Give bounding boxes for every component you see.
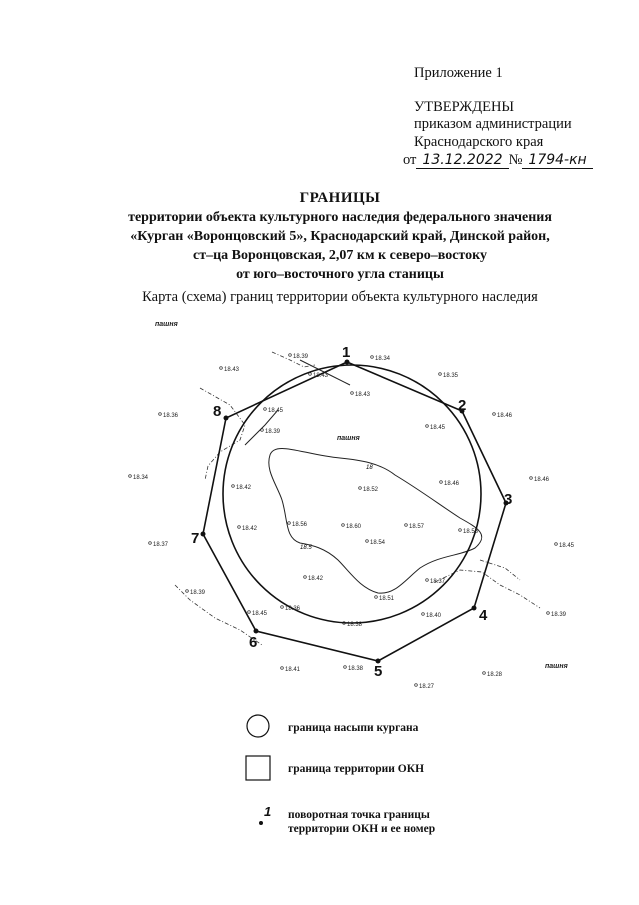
title-line-1: территории объекта культурного наследия федерального значения	[128, 210, 552, 225]
elevation-label: 18.45	[268, 408, 284, 414]
legend-point-label-2: территории ОКН и ее номер	[288, 823, 436, 835]
boundary-point-number: 2	[458, 397, 467, 414]
legend-territory-label: граница территории ОКН	[288, 763, 425, 775]
boundary-point-number: 4	[479, 607, 488, 624]
elevation-label: 18.39	[190, 590, 206, 596]
elevation-dot	[238, 526, 241, 529]
elevation-label: 18.51	[379, 596, 395, 602]
elevation-dot	[483, 672, 486, 675]
elevation-dot	[232, 485, 235, 488]
elevation-dot	[371, 356, 374, 359]
elevation-label: 18.46	[497, 413, 513, 419]
elevation-dot	[555, 543, 558, 546]
land-use-label: пашня	[155, 321, 178, 328]
elevation-dot	[375, 596, 378, 599]
elevation-dot	[459, 529, 462, 532]
elevation-dot	[186, 590, 189, 593]
elevation-label: 18.39	[265, 429, 281, 435]
contour-line-18	[269, 448, 482, 593]
elevation-dot	[493, 413, 496, 416]
boundary-point-number: 7	[191, 530, 200, 547]
elevation-label: 18.36	[163, 413, 179, 419]
elevation-dot	[426, 579, 429, 582]
elevation-dot	[439, 373, 442, 376]
elevation-label: 18.36	[285, 606, 301, 612]
boundary-map	[0, 310, 639, 710]
elevation-label: 18.37	[430, 579, 446, 585]
date-prefix: от	[403, 152, 417, 168]
legend-symbols	[240, 712, 280, 832]
elevation-label: 18.38	[348, 666, 364, 672]
elevation-label: 18.37	[153, 542, 169, 548]
elevation-label: 18.45	[252, 611, 268, 617]
document-title	[60, 189, 620, 284]
elevation-label: 18.46	[534, 477, 550, 483]
land-use-label: пашня	[337, 435, 360, 442]
elevation-dot	[264, 408, 267, 411]
elevation-dot	[248, 611, 251, 614]
boundary-point-number: 3	[504, 491, 513, 508]
legend-point-label-1: поворотная точка границы	[288, 809, 430, 821]
elevation-label: 18.39	[293, 354, 309, 360]
approval-date-line	[403, 151, 593, 169]
elevation-label: 18.60	[346, 524, 362, 530]
title-line-3: ст–ца Воронцовская, 2,07 км к северо–востоку	[192, 248, 487, 263]
elevation-label: 18.38	[347, 622, 363, 628]
elevation-dot	[426, 425, 429, 428]
elevation-dot	[359, 487, 362, 490]
elevation-label: 18.57	[409, 524, 425, 530]
elevation-dot	[149, 542, 152, 545]
elevation-label: 18.45	[559, 543, 575, 549]
elevation-dot	[547, 612, 550, 615]
elevation-label: 18.40	[426, 613, 442, 619]
contour-label: 18.5	[300, 545, 312, 551]
elevation-dot	[351, 392, 354, 395]
title-line-2: «Курган «Воронцовский 5», Краснодарский край, Динской район,	[130, 229, 550, 244]
elevation-dot	[281, 606, 284, 609]
field-border-line	[435, 570, 540, 608]
elevation-dot	[440, 481, 443, 484]
elevation-dot	[304, 576, 307, 579]
appendix-label: Приложение 1	[414, 65, 503, 81]
elevation-label: 18.46	[444, 481, 460, 487]
elevation-label: 18.52	[363, 487, 379, 493]
boundary-point-number: 1	[342, 344, 351, 361]
elevation-label: 18.35	[443, 373, 459, 379]
legend-circle-symbol	[247, 715, 269, 737]
boundary-point-number: 5	[374, 663, 383, 680]
elevation-dot	[415, 684, 418, 687]
elevation-label: 18.42	[308, 576, 324, 582]
boundary-point-marker	[472, 606, 477, 611]
elevation-dot	[261, 429, 264, 432]
elevation-label: 18.45	[430, 425, 446, 431]
elevation-label: 18.42	[242, 526, 258, 532]
approval-line-1: приказом администрации	[414, 116, 572, 132]
elevation-dot	[405, 524, 408, 527]
elevation-dot	[344, 666, 347, 669]
approved-label: УТВЕРЖДЕНЫ	[414, 99, 515, 115]
legend-mound-label: граница насыпи кургана	[288, 722, 419, 734]
approval-line-2: Краснодарского края	[414, 134, 544, 150]
elevation-dot	[342, 524, 345, 527]
elevation-label: 18.28	[487, 672, 503, 678]
legend-point-number: 1	[264, 804, 272, 819]
elevation-label: 18.56	[292, 522, 308, 528]
date-value: 13.12.2022	[416, 152, 508, 169]
elevation-label: 18.55	[463, 529, 479, 535]
elevation-dot	[309, 373, 312, 376]
map-subtitle: Карта (схема) границ территории объекта культурного наследия	[142, 289, 538, 305]
boundary-point-marker	[254, 629, 259, 634]
elevation-label: 18.27	[419, 684, 435, 690]
elevation-dot	[288, 522, 291, 525]
number-sign: №	[508, 152, 523, 168]
elevation-points	[129, 354, 575, 690]
elevation-label: 18.54	[370, 540, 386, 546]
elevation-dot	[530, 477, 533, 480]
elevation-dot	[422, 613, 425, 616]
elevation-label: 18.41	[285, 667, 301, 673]
legend-square-symbol	[246, 756, 270, 780]
boundary-point-number: 8	[213, 403, 222, 420]
elevation-label: 18.34	[375, 356, 391, 362]
contour-label: 18	[366, 465, 373, 471]
boundary-point-marker	[224, 416, 229, 421]
land-use-label: пашня	[545, 663, 568, 670]
elevation-label: 18.39	[551, 612, 567, 618]
boundary-point-number: 6	[249, 634, 258, 651]
boundary-point-marker	[201, 532, 206, 537]
elevation-dot	[159, 413, 162, 416]
elevation-label: 18.43	[313, 373, 329, 379]
elevation-dot	[366, 540, 369, 543]
elevation-label: 18.43	[224, 367, 240, 373]
elevation-label: 18.34	[133, 475, 149, 481]
elevation-dot	[289, 354, 292, 357]
elevation-dot	[281, 667, 284, 670]
legend-point-symbol	[259, 821, 263, 825]
title-main: ГРАНИЦЫ	[299, 190, 381, 206]
elevation-dot	[129, 475, 132, 478]
elevation-dot	[220, 367, 223, 370]
elevation-label: 18.42	[236, 485, 252, 491]
title-line-4: от юго–восточного угла станицы	[236, 267, 444, 282]
elevation-label: 18.43	[355, 392, 371, 398]
number-value: 1794-кн	[522, 152, 592, 169]
